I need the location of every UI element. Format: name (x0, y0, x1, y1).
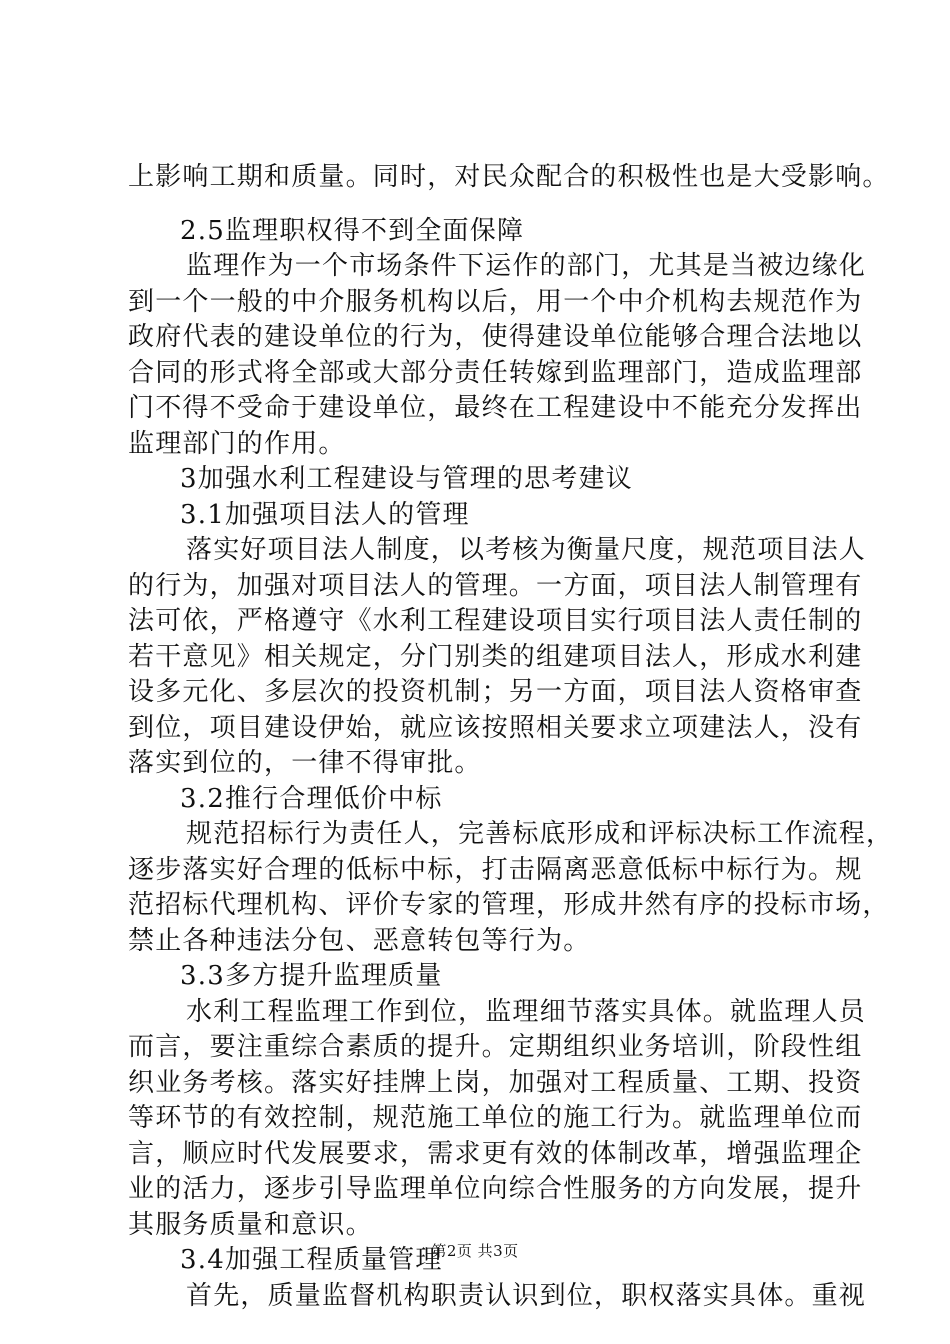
paragraph-line: 若干意见》相关规定，分门别类的组建项目法人，形成水利建 (128, 641, 863, 672)
paragraph-line: 到一个一般的中介服务机构以后，用一个中介机构去规范作为 (128, 286, 863, 317)
paragraph-line: 法可依，严格遵守《水利工程建设项目实行项目法人责任制的 (128, 606, 863, 636)
paragraph-line: 落实好项目法人制度，以考核为衡量尺度，规范项目法人 (186, 535, 867, 565)
paragraph-line: 而言，要注重综合素质的提升。定期组织业务培训，阶段性组 (128, 1032, 863, 1062)
paragraph-line: 监理作为一个市场条件下运作的部门，尤其是当被边缘化 (186, 251, 867, 281)
paragraph-line: 业的活力，逐步引导监理单位向综合性服务的方向发展，提升 (128, 1174, 863, 1204)
page-footer: 第2页 共3页 (431, 1242, 519, 1260)
paragraph-line: 上影响工期和质量。同时，对民众配合的积极性也是大受影响。 (128, 162, 890, 192)
paragraph-line: 的行为，加强对项目法人的管理。一方面，项目法人制管理有 (128, 570, 863, 601)
paragraph-line: 逐步落实好合理的低标中标，打击隔离恶意低标中标行为。规 (128, 854, 863, 885)
paragraph-line: 政府代表的建设单位的行为，使得建设单位能够合理合法地以 (128, 322, 863, 352)
section-heading: 2.5监理职权得不到全面保障 (180, 215, 525, 246)
paragraph-line: 首先，质量监督机构职责认识到位，职权落实具体。重视 (186, 1280, 867, 1311)
paragraph-line: 禁止各种违法分包、恶意转包等行为。 (128, 925, 591, 956)
paragraph-line: 规范招标行为责任人，完善标底形成和评标决标工作流程， (186, 819, 894, 849)
paragraph-line: 门不得不受命于建设单位，最终在工程建设中不能充分发挥出 (128, 393, 863, 423)
paragraph-line: 范招标代理机构、评价专家的管理，形成井然有序的投标市场， (128, 890, 890, 920)
paragraph-line: 设多元化、多层次的投资机制；另一方面，项目法人资格审查 (128, 677, 863, 707)
section-heading: 3加强水利工程建设与管理的思考建议 (180, 464, 633, 494)
paragraph-line: 等环节的有效控制，规范施工单位的施工行为。就监理单位而 (128, 1103, 863, 1133)
paragraph-line: 水利工程监理工作到位，监理细节落实具体。就监理人员 (186, 996, 867, 1027)
paragraph-line: 到位，项目建设伊始，就应该按照相关要求立项建法人，没有 (128, 712, 863, 743)
paragraph-line: 落实到位的，一律不得审批。 (128, 748, 482, 778)
section-heading: 3.3多方提升监理质量 (180, 961, 443, 991)
section-heading: 3.4加强工程质量管理 (180, 1245, 443, 1275)
section-heading: 3.1加强项目法人的管理 (180, 499, 470, 530)
paragraph-line: 监理部门的作用。 (128, 428, 346, 459)
paragraph-line: 织业务考核。落实好挂牌上岗，加强对工程质量、工期、投资 (128, 1067, 863, 1098)
document-body (128, 160, 894, 1314)
paragraph-line: 其服务质量和意识。 (128, 1209, 373, 1240)
paragraph-line: 合同的形式将全部或大部分责任转嫁到监理部门，造成监理部 (128, 357, 863, 388)
paragraph-line: 言，顺应时代发展要求，需求更有效的体制改革，增强监理企 (128, 1138, 863, 1169)
section-heading: 3.2推行合理低价中标 (180, 783, 443, 814)
